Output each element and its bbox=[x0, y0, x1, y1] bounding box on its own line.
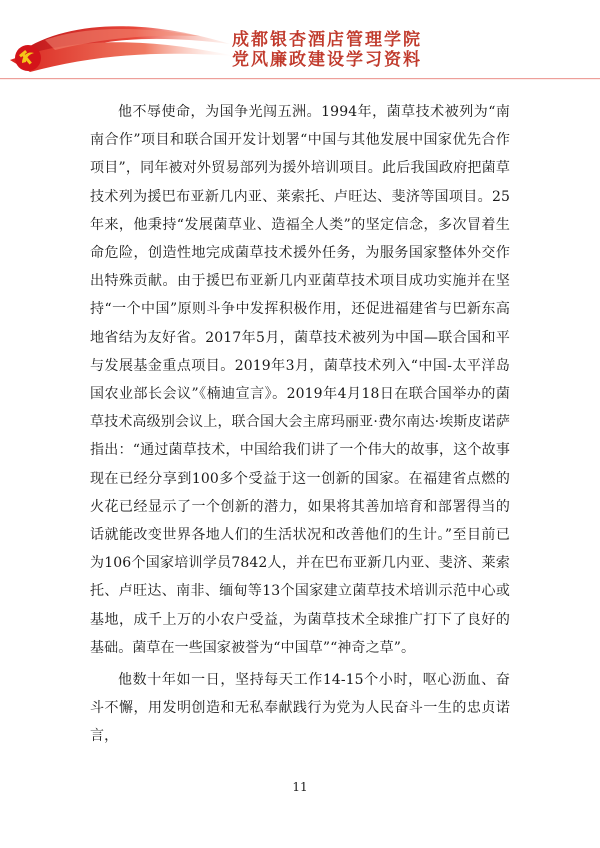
header-title-subject: 党风廉政建设学习资料 bbox=[232, 50, 422, 70]
body-paragraph-1: 他不辱使命，为国争光闯五洲。1994年，菌草技术被列为“南南合作”项目和联合国开发计划署“中国与其他发展中国家优先合作项目”，同年被对外贸易部列为援外培训项目。此后我国政府把菌草技术列为援巴布亚新几内亚、莱索托、卢旺达、斐济等国项目。25年来，他秉持“发展菌草业、造福全人类”的坚定信念，多次冒着生命危险，创造性地完成菌草技术援外任务，为服务国家整体外交作出特殊贡献。由于援巴布亚新几内亚菌草技术项目成功实施并在坚持“一个中国”原则斗争中发挥积极作用，还促进福建省与巴新东高地省结为友好省。2017年5月，菌草技术被列为中国—联合国和平与发展基金重点项目。2019年3月，菌草技术列入“中国-太平洋岛国农业部长会议”《楠迪宣言》。2019年4月18日在联合国举办的菌草技术高级别会议上，联合国大会主席玛丽亚·费尔南达·埃斯皮诺萨指出：“通过菌草技术，中国给我们讲了一个伟大的故事，这个故事现在已经分享到100多个受益于这一创新的国家。在福建省点燃的火花已经显示了一个创新的潜力，如果将其善加培育和部署得当的话就能改变世界各地人们的生活状况和改善他们的生计。”至目前已为106个国家培训学员7842人，并在巴布亚新几内亚、斐济、莱索托、卢旺达、南非、缅甸等13个国家建立菌草技术培训示范中心或基地，成千上万的小农户受益，为菌草技术全球推广打下了良好的基础。菌草在一些国家被誉为“中国草”“神奇之草”。 bbox=[90, 104, 510, 656]
page-number: 11 bbox=[292, 780, 308, 794]
document-body bbox=[90, 98, 510, 751]
header-divider bbox=[0, 78, 600, 79]
hammer-sickle-icon bbox=[15, 45, 41, 71]
body-paragraph-2: 他数十年如一日，坚持每天工作14-15个小时，呕心沥血、奋斗不懈，用发明创造和无私奉献践行为党为人民奋斗一生的忠贞诺言， bbox=[90, 672, 510, 745]
page-header bbox=[0, 0, 600, 80]
header-title-school: 成都银杏酒店管理学院 bbox=[232, 30, 422, 50]
